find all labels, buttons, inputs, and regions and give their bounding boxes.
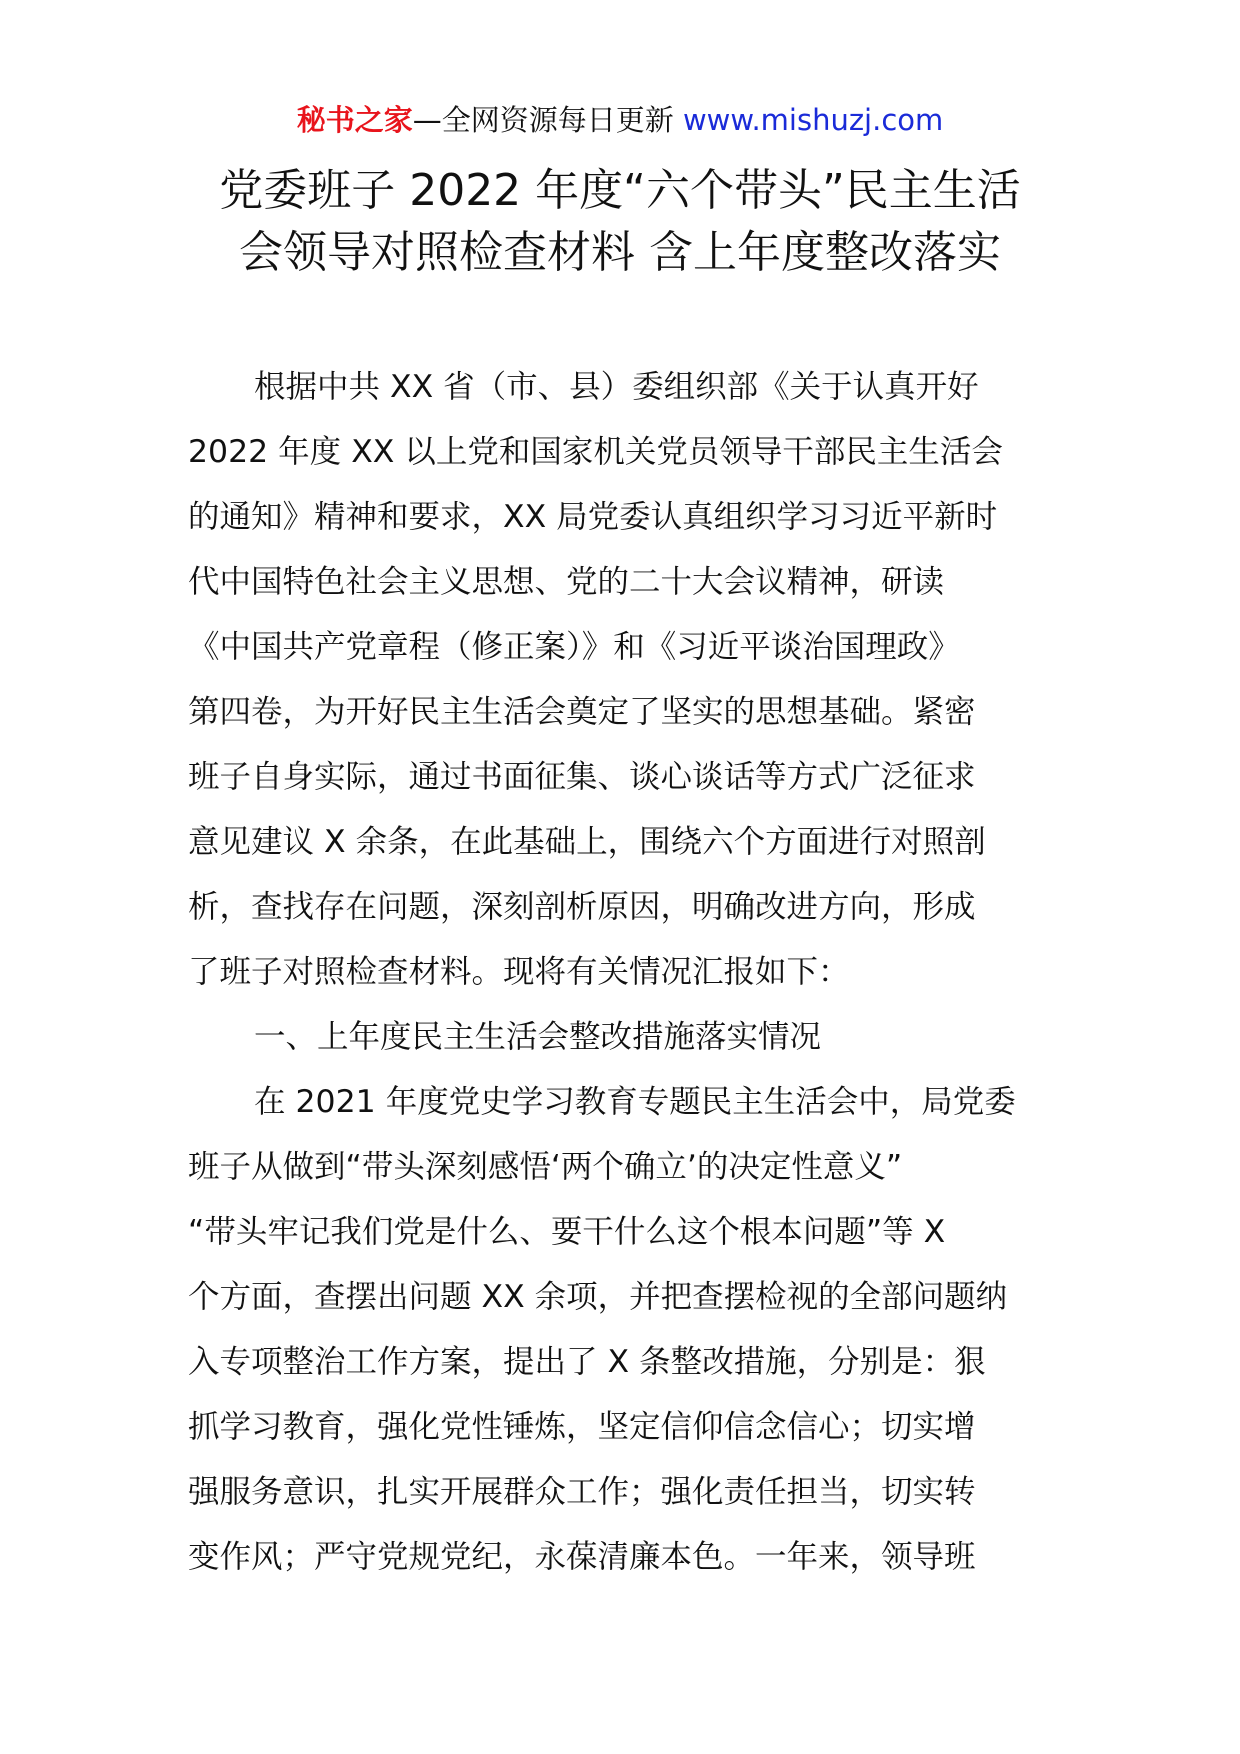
- document-body: [188, 355, 1058, 1590]
- site-tagline: —全网资源每日更新: [412, 103, 683, 137]
- title-line-1: 党委班子 2022 年度“六个带头”民主生活: [219, 165, 1021, 216]
- body-line: “带头牢记我们党是什么、要干什么这个根本问题”等 X: [188, 1214, 946, 1250]
- title-line-2: 会领导对照检查材料 含上年度整改落实: [239, 227, 1001, 278]
- body-line: 2022 年度 XX 以上党和国家机关党员领导干部民主生活会: [188, 434, 1003, 470]
- body-line: 入专项整治工作方案，提出了 X 条整改措施，分别是：狠: [188, 1344, 986, 1380]
- body-line: 强服务意识，扎实开展群众工作；强化责任担当，切实转: [188, 1474, 976, 1510]
- body-line: 根据中共 XX 省（市、县）委组织部《关于认真开好: [254, 369, 979, 405]
- site-header: [0, 100, 1240, 140]
- body-line: 班子从做到“带头深刻感悟‘两个确立’的决定性意义”: [188, 1149, 903, 1185]
- body-line: 《中国共产党章程（修正案）》和《习近平谈治国理政》: [188, 629, 960, 665]
- body-line: 代中国特色社会主义思想、党的二十大会议精神，研读: [188, 564, 945, 600]
- body-line: 抓学习教育，强化党性锤炼，坚定信仰信念信心；切实增: [188, 1409, 976, 1445]
- body-line: 意见建议 X 余条，在此基础上，围绕六个方面进行对照剖: [188, 824, 986, 860]
- body-line: 变作风；严守党规党纪，永葆清廉本色。一年来，领导班: [188, 1539, 976, 1575]
- body-line: 了班子对照检查材料。现将有关情况汇报如下：: [188, 954, 850, 990]
- section-heading: 一、上年度民主生活会整改措施落实情况: [254, 1019, 822, 1055]
- body-line: 个方面，查摆出问题 XX 余项，并把查摆检视的全部问题纳: [188, 1279, 1008, 1315]
- body-line: 析，查找存在问题，深刻剖析原因，明确改进方向，形成: [188, 889, 976, 925]
- document-title: [0, 160, 1240, 284]
- body-line: 班子自身实际，通过书面征集、谈心谈话等方式广泛征求: [188, 759, 976, 795]
- body-line: 第四卷，为开好民主生活会奠定了坚实的思想基础。紧密: [188, 694, 976, 730]
- body-line: 的通知》精神和要求，XX 局党委认真组织学习习近平新时: [188, 499, 998, 535]
- body-line: 在 2021 年度党史学习教育专题民主生活会中，局党委: [254, 1084, 1016, 1120]
- site-brand: 秘书之家: [296, 103, 413, 137]
- site-url-link[interactable]: www.mishuzj.com: [682, 103, 944, 137]
